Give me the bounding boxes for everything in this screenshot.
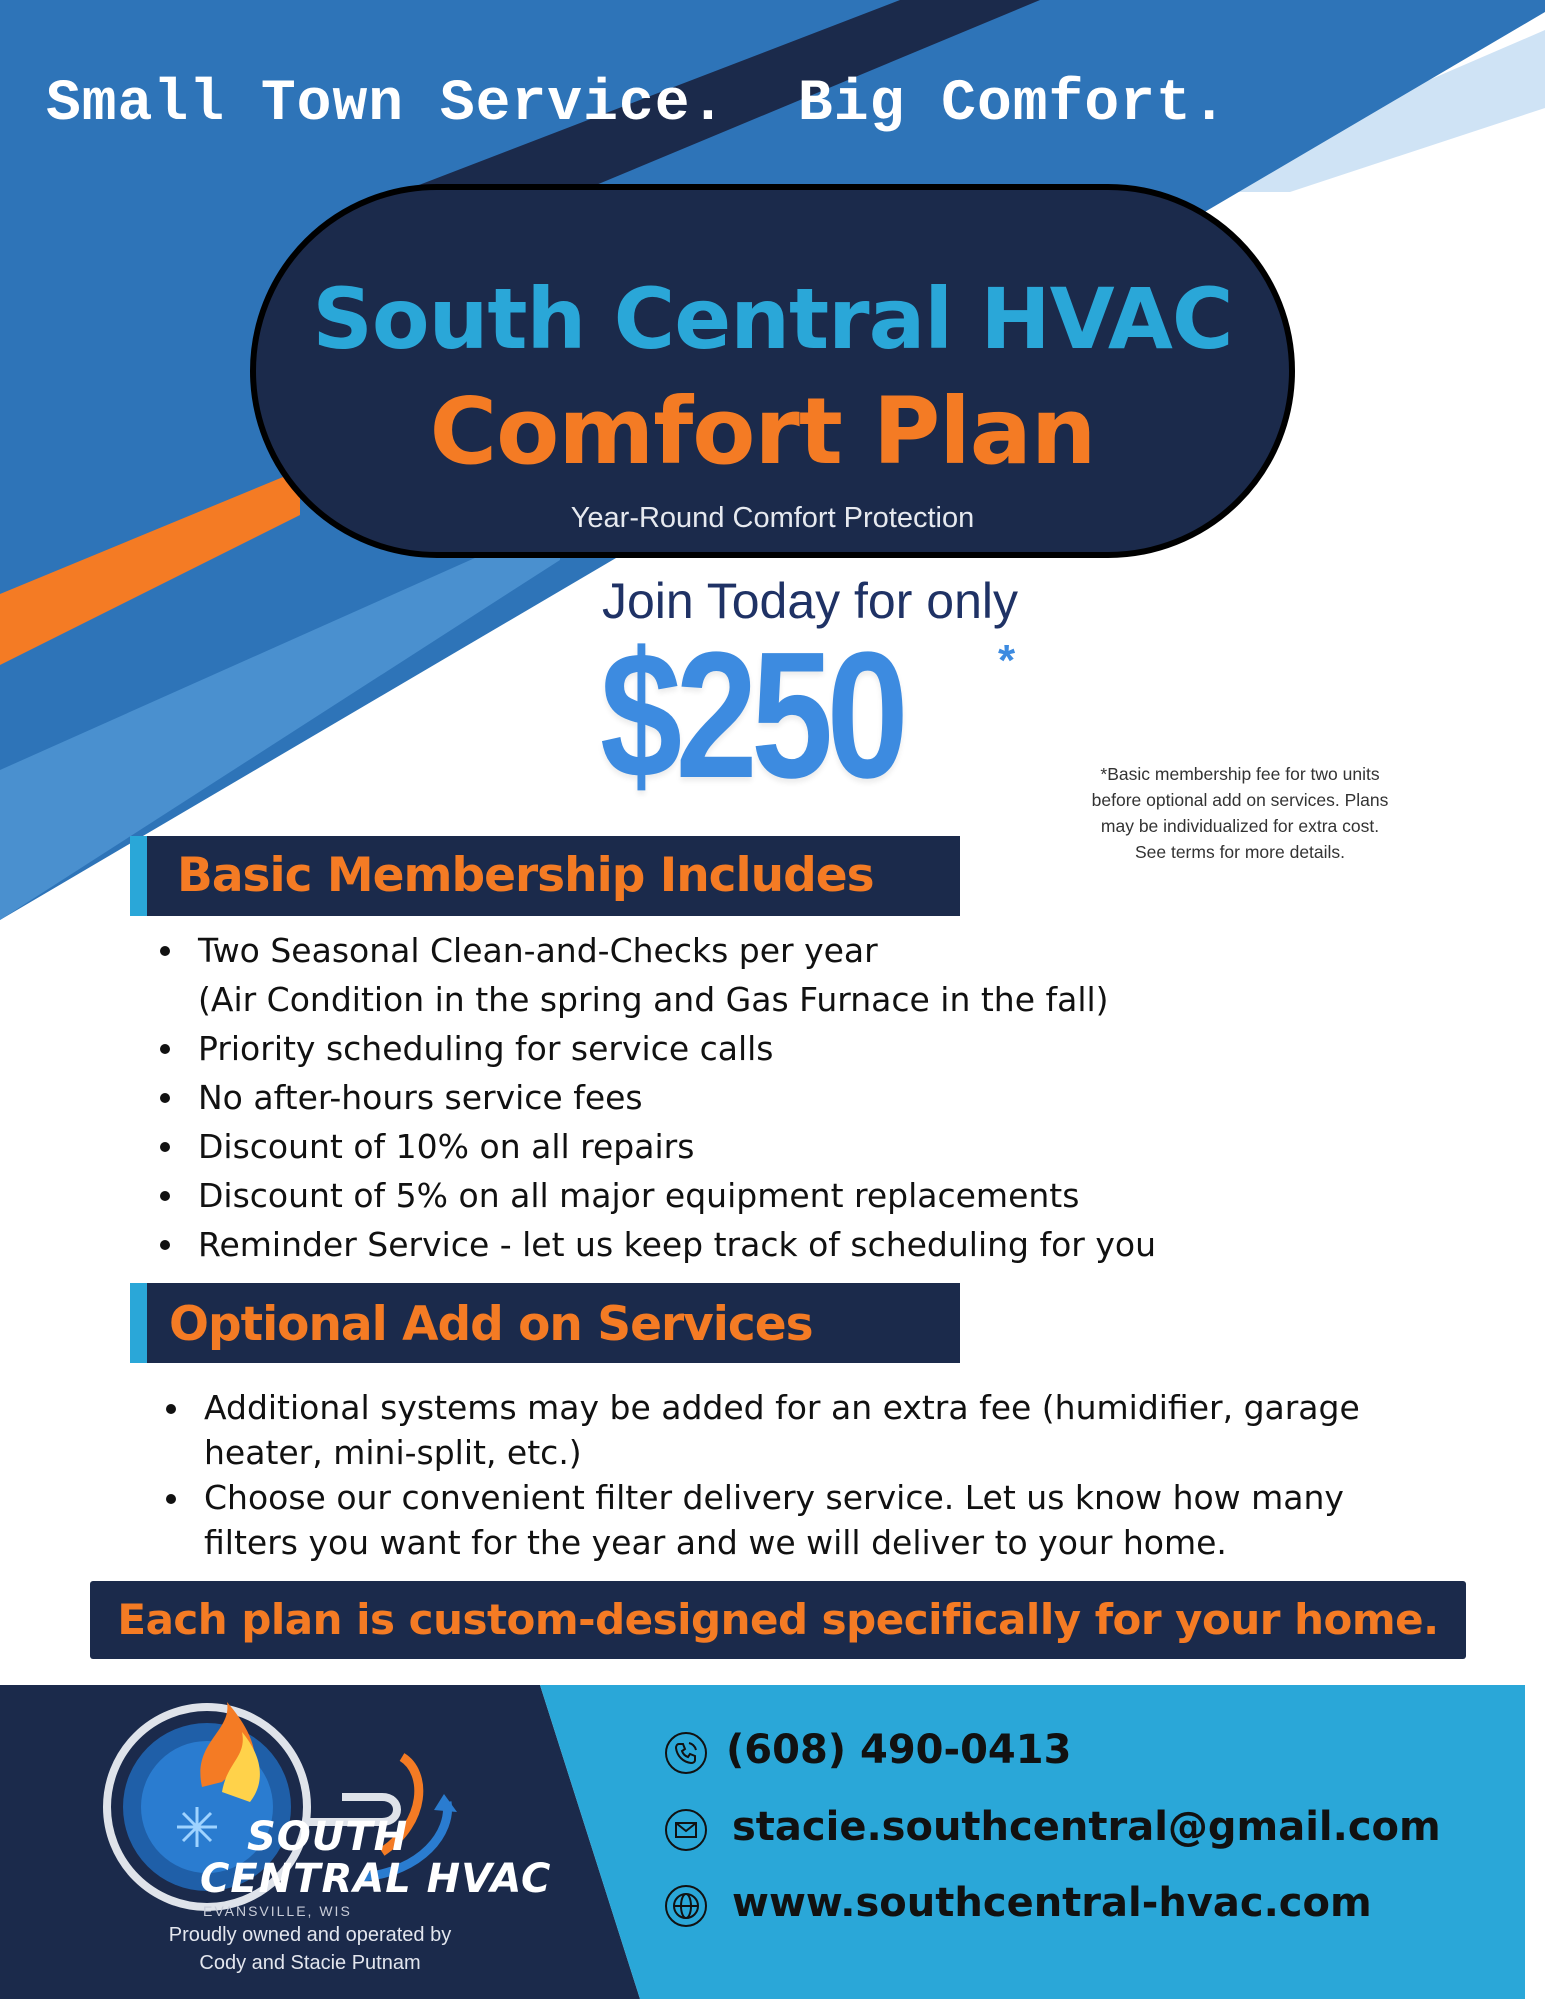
optional-addons-header <box>130 1283 960 1363</box>
list-item <box>166 1475 1366 1565</box>
footer-edge <box>1525 1685 1545 1999</box>
footnote-line: *Basic membership fee for two units <box>1100 764 1380 784</box>
company-title: South Central HVAC <box>312 270 1233 368</box>
owners-line: Proudly owned and operated by <box>168 1924 452 1946</box>
optional-addons-list <box>166 1385 1366 1565</box>
banner-text: Each plan is custom-designed specifically for your home. <box>117 1595 1439 1644</box>
logo-text-south: SOUTH <box>247 1814 409 1860</box>
list-item-line: Additional systems may be added for an extra fee (humidifier, garage <box>204 1388 1360 1427</box>
custom-plan-banner <box>90 1581 1466 1659</box>
logo-text-central: CENTRAL HVAC <box>200 1856 552 1902</box>
tagline: Small Town Service. Big Comfort. <box>46 72 1228 137</box>
basic-membership-header <box>130 836 960 916</box>
phone-number[interactable]: (608) 490-0413 <box>726 1727 1072 1773</box>
price-footnote <box>1060 761 1420 865</box>
email-icon <box>664 1808 708 1852</box>
list-item: Reminder Service - let us keep track of scheduling for you <box>160 1220 1360 1269</box>
list-item-line: heater, mini-split, etc.) <box>204 1433 582 1472</box>
plan-title: Comfort Plan <box>429 378 1096 485</box>
join-text: Join Today for only <box>602 573 1018 629</box>
list-item-text: Two Seasonal Clean-and-Checks per year <box>198 931 878 970</box>
section-heading: Optional Add on Services <box>169 1297 813 1352</box>
website-url[interactable]: www.southcentral-hvac.com <box>732 1880 1372 1926</box>
footnote-line: may be individualized for extra cost. <box>1100 816 1380 836</box>
list-item: Discount of 10% on all repairs <box>160 1122 1360 1171</box>
owners-line: Cody and Stacie Putnam <box>199 1952 421 1974</box>
owners-note <box>130 1921 490 1977</box>
plan-subtitle: Year-Round Comfort Protection <box>570 502 975 534</box>
list-item-subtext: (Air Condition in the spring and Gas Furnace in the fall) <box>198 980 1109 1019</box>
list-item-line: Choose our convenient filter delivery service. Let us know how many <box>204 1478 1344 1517</box>
footnote-line: See terms for more details. <box>1134 842 1346 862</box>
list-item <box>166 1385 1366 1475</box>
list-item: Discount of 5% on all major equipment replacements <box>160 1171 1360 1220</box>
phone-icon <box>664 1731 708 1775</box>
globe-icon <box>664 1884 708 1928</box>
footnote-line: before optional add on services. Plans <box>1091 790 1389 810</box>
list-item: No after-hours service fees <box>160 1073 1360 1122</box>
title-pill <box>250 184 1295 558</box>
basic-membership-list <box>160 926 1360 1269</box>
section-heading: Basic Membership Includes <box>177 848 874 903</box>
list-item <box>160 926 1360 1024</box>
list-item-line: filters you want for the year and we will deliver to your home. <box>204 1523 1227 1562</box>
list-item: Priority scheduling for service calls <box>160 1024 1360 1073</box>
email-address[interactable]: stacie.southcentral@gmail.com <box>732 1804 1441 1850</box>
price: $250 <box>600 615 903 816</box>
price-asterisk: * <box>998 636 1016 685</box>
logo-location: EVANSVILLE, WIS <box>203 1903 352 1919</box>
